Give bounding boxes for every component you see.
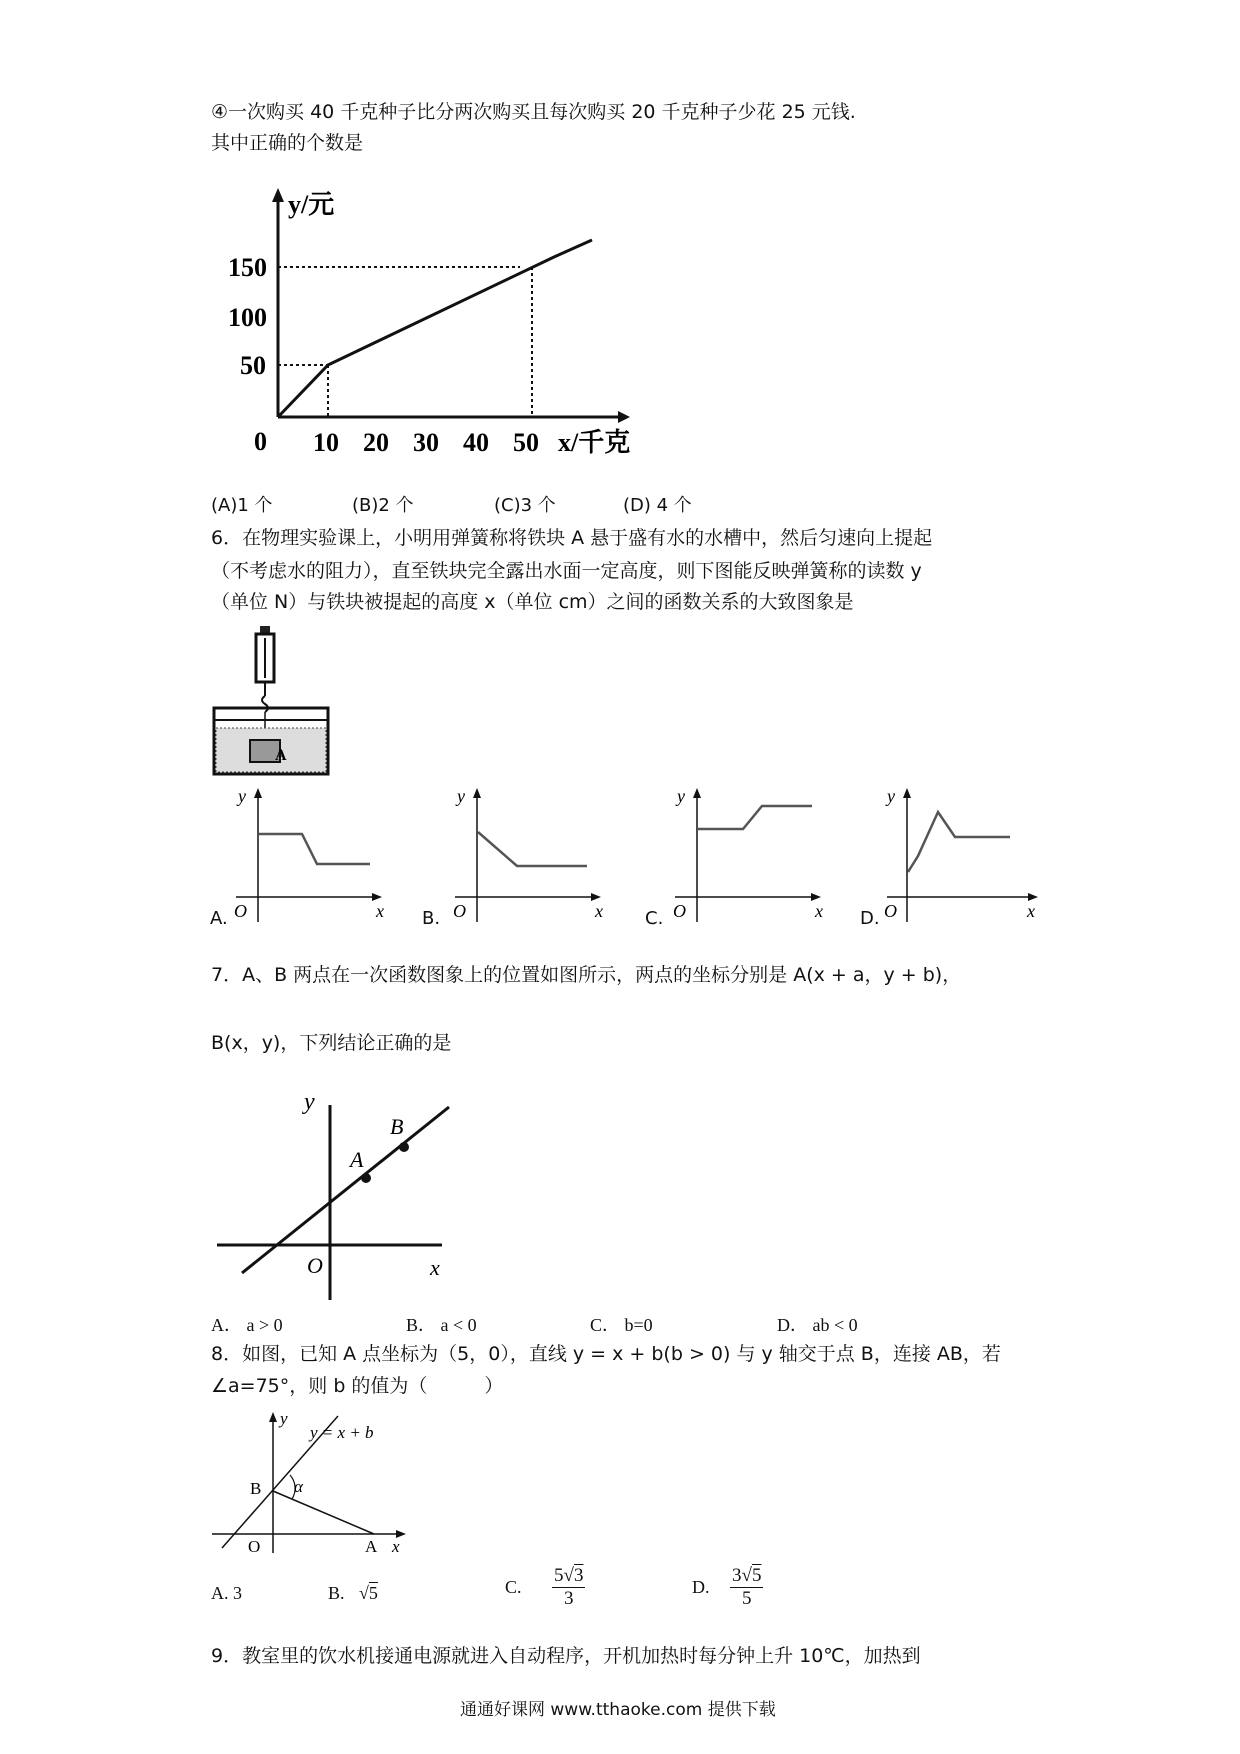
q5-option-a: (A)1 个 (211, 495, 273, 516)
q9-line-1: 9．教室里的饮水机接通电源就进入自动程序，开机加热时每分钟上升 10℃，加热到 (211, 1645, 921, 1667)
q5-option-b: (B)2 个 (352, 495, 414, 516)
svg-text:B: B (250, 1479, 262, 1498)
svg-text:y = x + b: y = x + b (310, 1423, 374, 1442)
q8-line-1: 8．如图，已知 A 点坐标为（5，0），直线 y = x + b(b > 0) 与 y 轴交于点 B，连接 AB，若 (211, 1343, 1001, 1365)
point-b (399, 1142, 409, 1152)
q7-linear-graph (212, 1085, 472, 1305)
svg-text:x: x (1027, 901, 1035, 921)
q8-line-2: ∠a=75°，则 b 的值为（ ） (211, 1375, 504, 1397)
block-label: A (275, 747, 287, 764)
q6-line-3: （单位 N）与铁块被提起的高度 x（单位 cm）之间的函数关系的大致图象是 (211, 591, 854, 613)
svg-text:y: y (280, 1409, 288, 1428)
q8-option-d: D. $\frac{3√5}{5}$ (692, 1565, 762, 1609)
svg-text:O: O (234, 901, 247, 921)
q7-function-line (242, 1107, 449, 1273)
q5-xtick: 10 (313, 428, 339, 457)
svg-text:y: y (304, 1089, 315, 1115)
page-footer: 通通好课网 www.tthaoke.com 提供下载 (460, 1700, 776, 1720)
q6-option-d: D. (860, 908, 880, 929)
q6-graph-d (862, 782, 1042, 922)
q8-graph (210, 1408, 410, 1558)
q5-origin: 0 (254, 427, 267, 456)
q7-option-a: A． a > 0 (211, 1315, 283, 1335)
svg-text:O: O (884, 901, 897, 921)
svg-text:y: y (238, 786, 246, 806)
q6-option-c: C. (645, 908, 664, 929)
q5-question: 其中正确的个数是 (211, 132, 364, 154)
spring-scale-apparatus (212, 624, 332, 776)
q5-ylabel: y/元 (288, 190, 335, 219)
q7-option-b: B． a < 0 (406, 1315, 477, 1335)
q5-xlabel: x/千克 (558, 428, 631, 457)
q7-option-d: D． ab < 0 (777, 1315, 858, 1335)
svg-text:x: x (595, 901, 603, 921)
q8-option-c: C. $\frac{5√3}{3}$ (505, 1565, 584, 1609)
svg-text:A: A (365, 1537, 378, 1556)
q6-option-b: B. (422, 908, 441, 929)
q5-statement-4: ④一次购买 40 千克种子比分两次购买且每次购买 20 千克种子少花 25 元钱. (211, 101, 856, 123)
q5-ytick: 50 (240, 351, 266, 380)
svg-text:y: y (457, 786, 465, 806)
q5-xtick: 20 (363, 428, 389, 457)
svg-text:O: O (307, 1253, 323, 1278)
q5-option-c: (C)3 个 (494, 495, 556, 516)
q5-xtick: 50 (513, 428, 539, 457)
q5-ytick: 100 (228, 303, 267, 332)
q6-graph-c (645, 782, 825, 922)
q6-line-1: 6．在物理实验课上，小明用弹簧称将铁块 A 悬于盛有水的水槽中，然后匀速向上提起 (211, 527, 933, 549)
svg-text:x: x (392, 1537, 400, 1556)
svg-text:O: O (673, 901, 686, 921)
q7-option-c: C． b=0 (590, 1315, 653, 1335)
q7-line-1: 7．A、B 两点在一次函数图象上的位置如图所示，两点的坐标分别是 A(x + a，y + b)， (211, 964, 962, 986)
svg-text:α: α (294, 1477, 303, 1496)
q5-price-graph (220, 180, 650, 470)
svg-text:O: O (248, 1537, 261, 1556)
point-a (361, 1173, 371, 1183)
segment-ab (273, 1491, 374, 1534)
q7-line-2: B(x，y)，下列结论正确的是 (211, 1032, 452, 1054)
q6-graph-a (206, 782, 386, 922)
svg-text:B: B (390, 1114, 404, 1139)
q6-option-a: A. (210, 908, 228, 929)
q5-xtick: 30 (413, 428, 439, 457)
q8-option-a: A. 3 (211, 1583, 242, 1603)
q5-ytick: 150 (228, 253, 267, 282)
q5-xtick: 40 (463, 428, 489, 457)
q5-option-d: (D) 4 个 (623, 495, 692, 516)
q8-option-b: B. √5 (328, 1583, 378, 1603)
svg-text:y: y (887, 786, 895, 806)
svg-text:A: A (350, 1147, 364, 1172)
q6-graph-b (425, 782, 605, 922)
svg-text:x: x (430, 1255, 440, 1280)
q6-line-2: （不考虑水的阻力），直至铁块完全露出水面一定高度，则下图能反映弹簧称的读数 y (211, 560, 922, 582)
svg-text:x: x (376, 901, 384, 921)
svg-text:x: x (815, 901, 823, 921)
svg-text:y: y (677, 786, 685, 806)
svg-text:O: O (453, 901, 466, 921)
